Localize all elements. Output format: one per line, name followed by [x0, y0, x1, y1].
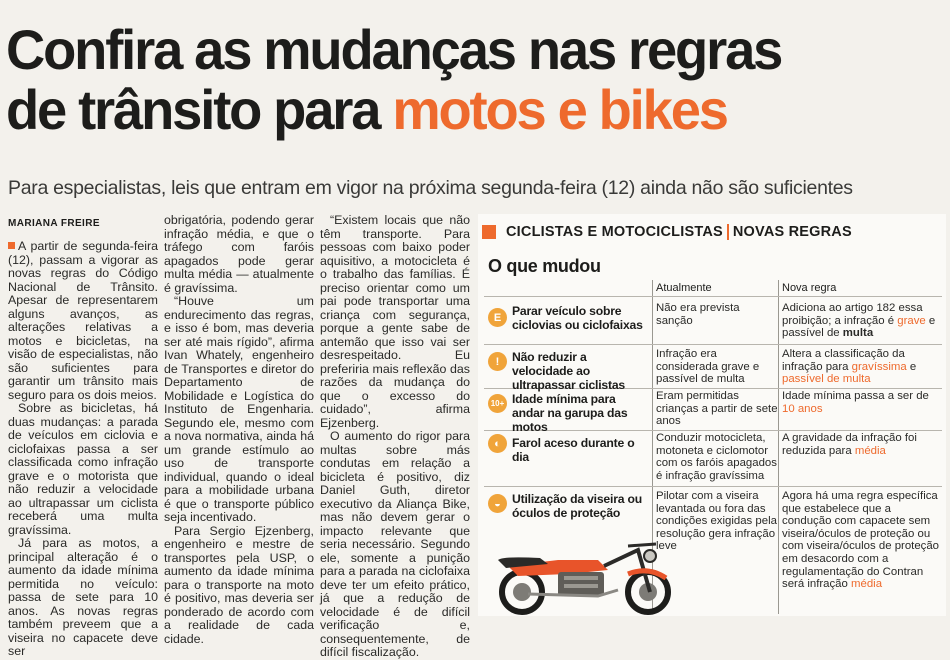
headline-accent: motos e bikes — [392, 78, 727, 141]
row-current: Não era prevista sanção — [656, 302, 740, 327]
highlight: 10 anos — [782, 402, 823, 415]
warning-icon: ! — [488, 352, 507, 371]
infobox-title-left: CICLISTAS E MOTOCICLISTAS — [506, 224, 723, 240]
row-new: Idade mínima passa a ser de 10 anos — [782, 390, 929, 415]
row-label: Utilização da viseira ou óculos de proteção — [512, 492, 642, 520]
article-body — [8, 213, 470, 659]
highlight: média — [854, 444, 886, 457]
highlight: grave — [897, 314, 926, 327]
paragraph: Para Sergio Ejzenberg, engenheiro e mestre de transportes pela USP, o aumento da idade mínima para o transporte na moto é positivo, mas deveria ser ponderado de acordo com a realidade de cada cidade. — [164, 523, 314, 646]
subheadline: Para especialistas, leis que entram em vigor na próxima segunda-feira (12) ainda não são suficientes — [8, 177, 853, 199]
row-divider — [484, 344, 942, 345]
article-column-3 — [320, 214, 470, 660]
row-current: Conduzir motocicleta, motoneta e ciclomotor com os faróis apagados é infração gravíssima — [656, 432, 777, 482]
row-label: Idade mínima para andar na garupa das motos — [512, 392, 628, 434]
paragraph: Já para as motos, a principal alteração é o aumento da idade mínima permitida no veículo: passa de sete para 10 anos. As novas regras também preveem que a viseira no capacete deve ser — [8, 536, 158, 658]
article-column-1 — [8, 240, 158, 659]
article-column-2 — [164, 214, 314, 646]
handlebar — [628, 544, 656, 546]
parking-icon: E — [488, 308, 507, 327]
byline: MARIANA FREIRE — [8, 218, 100, 229]
rules-infobox — [478, 214, 946, 616]
highlight-bold: multa — [842, 327, 874, 340]
row-label: Farol aceso durante o dia — [512, 436, 635, 464]
square-icon — [482, 225, 496, 239]
column-divider — [778, 280, 779, 614]
column-header-current: Atualmente — [656, 282, 712, 294]
paragraph: “Existem locais que não têm transporte. Para pessoas com baixo poder aquisitivo, a motocicleta é o trabalho das famílias. É preciso orientar como um pai pode transportar uma criança com segurança, porque a gente sabe de antemão que isso vai ser desrespeitado. Eu preferiria mais reflexão das razões da mudança do que o excesso do cuidado”, afirma Ejzenberg. — [320, 213, 470, 430]
title-divider — [727, 224, 729, 240]
row-new: Adiciona ao artigo 182 essa proibição; a infração é grave e passível de multa — [782, 302, 936, 340]
row-new: Altera a classificação da infração para gravíssima e passível de multa — [782, 348, 917, 386]
row-label: Não reduzir a velocidade ao ultrapassar ciclistas — [512, 350, 626, 392]
row-current: Eram permitidas crianças a partir de sete anos — [656, 390, 778, 428]
engine-fin — [564, 576, 598, 580]
infobox-title-right: NOVAS REGRAS — [732, 224, 852, 240]
highlight: média — [851, 578, 883, 591]
headline — [6, 20, 918, 140]
headline-line-2-prefix: de trânsito para — [6, 78, 393, 141]
age-10-icon: 10+ — [488, 394, 507, 413]
motorcycle-illustration — [488, 530, 678, 614]
paragraph: “Houve um endurecimento das regras, e isso é bom, mas deveria ser até mais rígido”, afirma Ivan Whately, engenheiro de Transportes e diretor do Departamento de Mobilidade e Logística do Instituto de Engenharia. Segundo ele, mesmo com a nova normativa, ainda há um grande estímulo ao uso de transporte individual, quando o ideal para a mobilidade urbana é que o transporte público seja incentivado. — [164, 294, 314, 524]
column-header-new: Nova regra — [782, 282, 837, 294]
headlight — [644, 550, 656, 562]
row-new: Agora há uma regra específica que estabelece que a condução com capacete sem viseira/óculos de proteção ou com viseira/óculos de proteção em desacordo com a regulamentação do Contran será infração média — [782, 490, 940, 591]
visor-icon: ◒ — [488, 494, 507, 513]
row-current: Pilotar com a viseira levantada ou fora das condições exigidas pela resolução gera infração leve — [656, 490, 777, 553]
row-divider — [484, 296, 942, 297]
paragraph: obrigatória, podendo gerar infração média, e que o tráfego com faróis apagados pode gerar multa média — atualmente é gravíssima. — [164, 213, 314, 295]
rear-hub — [513, 583, 531, 601]
row-new: A gravidade da infração foi reduzida para média — [782, 432, 917, 457]
paragraph: A partir de segunda-feira (12), passam a vigorar as novas regras do Código Nacional de Trânsito. Apesar de representarem alguns avanços, as alterações relativas a motos e bicicletas, na visão de especialistas, não são suficientes para garantir um trânsito mais seguro para os dois meios. — [8, 239, 158, 402]
row-current: Infração era considerada grave e passível de multa — [656, 348, 760, 386]
infobox-header — [482, 222, 942, 242]
row-divider — [484, 486, 942, 487]
infobox-subtitle: O que mudou — [488, 256, 601, 276]
bullet-square-icon — [8, 242, 15, 249]
paragraph: Sobre as bicicletas, há duas mudanças: a parada de veículos em ciclovia e ciclofaixas passa a ser classificada como infração grave e o motorista que não reduzir a velocidade ao ultrapassar um ciclista receberá uma multa gravíssima. — [8, 401, 158, 537]
headlight-icon: ◐ — [488, 434, 507, 453]
highlight: gravíssima — [851, 360, 907, 373]
paragraph: O aumento do rigor para multas sobre más condutas em relação a bicicleta é positivo, diz Daniel Guth, diretor executivo da Aliança Bike, mas não devem gerar o impacto relevante que seria necessário. Segundo ele, somente a punição para a parada na ciclofaixa deve ter um efeito prático, já que a redução de velocidade é de difícil verificação e, consequentemente, de difícil fiscalização. — [320, 429, 470, 659]
headline-line-2 — [6, 80, 918, 140]
row-label: Parar veículo sobre ciclovias ou ciclofaixas — [512, 304, 643, 332]
highlight: passível de multa — [782, 373, 871, 386]
headline-line-1: Confira as mudanças nas regras — [6, 18, 782, 81]
engine-fin — [564, 584, 598, 588]
